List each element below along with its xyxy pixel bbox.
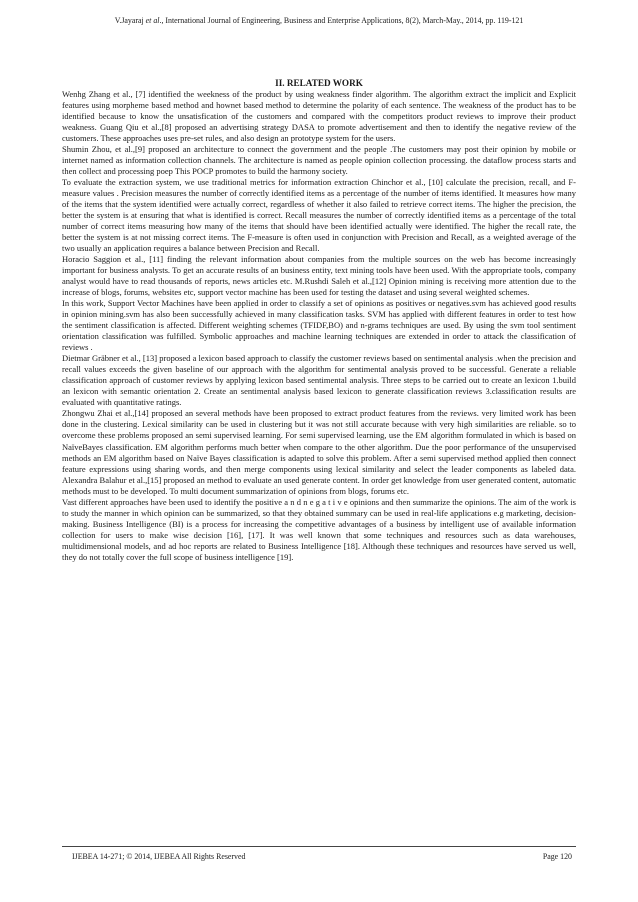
paragraph: To evaluate the extraction system, we use traditional metrics for information extraction Chinchor et al., [10] calculate the precision, recall, and F-measure values . Precision measures the number of correctly identified items as a percentage of the number of items identified. It measures how many of the items that the system identified were actually correct, regardless of whether it also failed to retrieve correct items. The higher the precision, the better the system is at ensuring that what is identified is correct. Recall measures the number of correctly identified items as a percentage of the total number of correct items measuring how many of the items that should have been identified actually were identified. The higher the recall rate, the better the system is at not missing correct items. The F-measure is often used in conjunction with Precision and Recall, as a weighted average of the two usually an application requires a balance between Precision and Recall. [62, 177, 576, 254]
paragraph: Vast different approaches have been used to identify the positive a n d n e g a t i v e opinions and then summarize the opinions. The aim of the work is to study the manner in which opinion can be summarized, so that they obtained summary can be used in real-life applications e.g marketing, decision- making. Business Intelligence (BI) is a process for increasing the competitive advantages of a business by intelligent use of available information collection for users to make wise decision [16], [17]. It was well known that some techniques and resources such as data warehouses, multidimensional models, and ad hoc reports are related to Business Intelligence [18]. Although these techniques and resources have served us well, they do not totally cover the full scope of business intelligence [19]. [62, 496, 576, 562]
header-authors: V.Jayaraj [114, 16, 146, 25]
paragraph: Horacio Saggion et al., [11] finding the relevant information about companies from the multiple sources on the web has become increasingly important for business analysts. To get an accurate results of an business entity, text mining tools have been used. With the appropriate tools, company analyst would have to read thousands of reports, news articles etc. M.Rushdi Saleh et al.,[12] Opinion mining is receiving more attention due to the increase of blogs, forums, websites etc, support vector machine has been used for testing the dataset and using several weighted schemes. [62, 254, 576, 298]
body-text [62, 89, 576, 563]
page-number: Page 120 [542, 852, 572, 861]
paragraph: In this work, Support Vector Machines have been applied in order to classify a set of opinions as positives or negatives.svm has achieved good results in opinion mining.svm has also been successfully achieved in many classification tasks. SVM has applied with different features in order to test how the sentiment classification is affected. Different weighting schemes (TFIDF,BO) and n-grams techniques are used. By using the svm tool sentiment orientation classification was fulfilled. Symbolic approaches and machine learning techniques are extended in order to attack the classification of reviews . [62, 298, 576, 353]
footer-copyright: IJEBEA 14-271; © 2014, IJEBEA All Rights Reserved [72, 852, 246, 861]
header-citation: ., International Journal of Engineering, Business and Enterprise Applications, 8(2), March-May., 2014, pp. 119-121 [159, 16, 524, 25]
paragraph: Zhongwu Zhai et al.,[14] proposed an several methods have been proposed to extract product features from the reviews. very limited work has been done in the clustering. Lexical similarity can be used in clustering but it was not still accurate because with very high similarities are reliable. so to overcome these problems proposed an semi supervised learning. For semi supervised learning, use the EM algorithm formulated in which is based on NaïveBayes classification. EM algorithm performs much better when compare to the other algorithm. Due the poor performance of the unsupervised methods an EM algorithm based on Naïve Bayes classification is adapted to solve this problem. After a semi supervised method applied then connect feature expressions using sharing words, and then merge components using lexical similarity and select the leader components as labeled data. Alexandra Balahur et al.,[15] proposed an method to evaluate an used generate content. In order get knowledge from user generated content, automatic methods must to be developed. To multi document summarization of opinions from blogs, forums etc. [62, 408, 576, 496]
paragraph: Shumin Zhou, et al.,[9] proposed an architecture to connect the government and the people .The customers may post their opinion by mobile or internet named as information collection channels. The architecture is named as people opinion collection processing. the dataflow process starts and then collect and processing poep This POCP promotes to build the harmony society. [62, 144, 576, 177]
paragraph: Dietmar Gräbner et al., [13] proposed a lexicon based approach to classify the customer reviews based on sentimental analysis .when the precision and recall values exceeds the given baseline of our approach with the algorithm for sentimental analysis proved to be successful. Generate a reliable classification approach of customer reviews by applying lexicon based sentimental analysis. Three steps to be carried out to create an lexicon 1.build an lexicon with semantic orientation 2. Create an sentimental analysis based lexicon to generate classification reviews 3.classification results are evaluated with quantitative ratings. [62, 353, 576, 408]
running-header [40, 16, 598, 26]
section-title: II. RELATED WORK [275, 78, 363, 88]
paragraph: Wenhg Zhang et al., [7] identified the weekness of the product by using weakness finder algorithm. The algorithm extract the implicit and Explicit features using morpheme based method and hownet based method to determine the polarity of each sentence. The weakness of the product has to be identified because to know the unsatisfication of the customers and compared with the competitors product reviews to improve their product weakness. Guang Qiu et al.,[8] proposed an advertising strategy DASA to promote advertisement and then to identify the negative review of the customers. These approaches uses pre-set rules, and also design an prototype system for the users. [62, 89, 576, 144]
footer-divider [62, 846, 576, 847]
header-et-al: et al [145, 16, 160, 25]
